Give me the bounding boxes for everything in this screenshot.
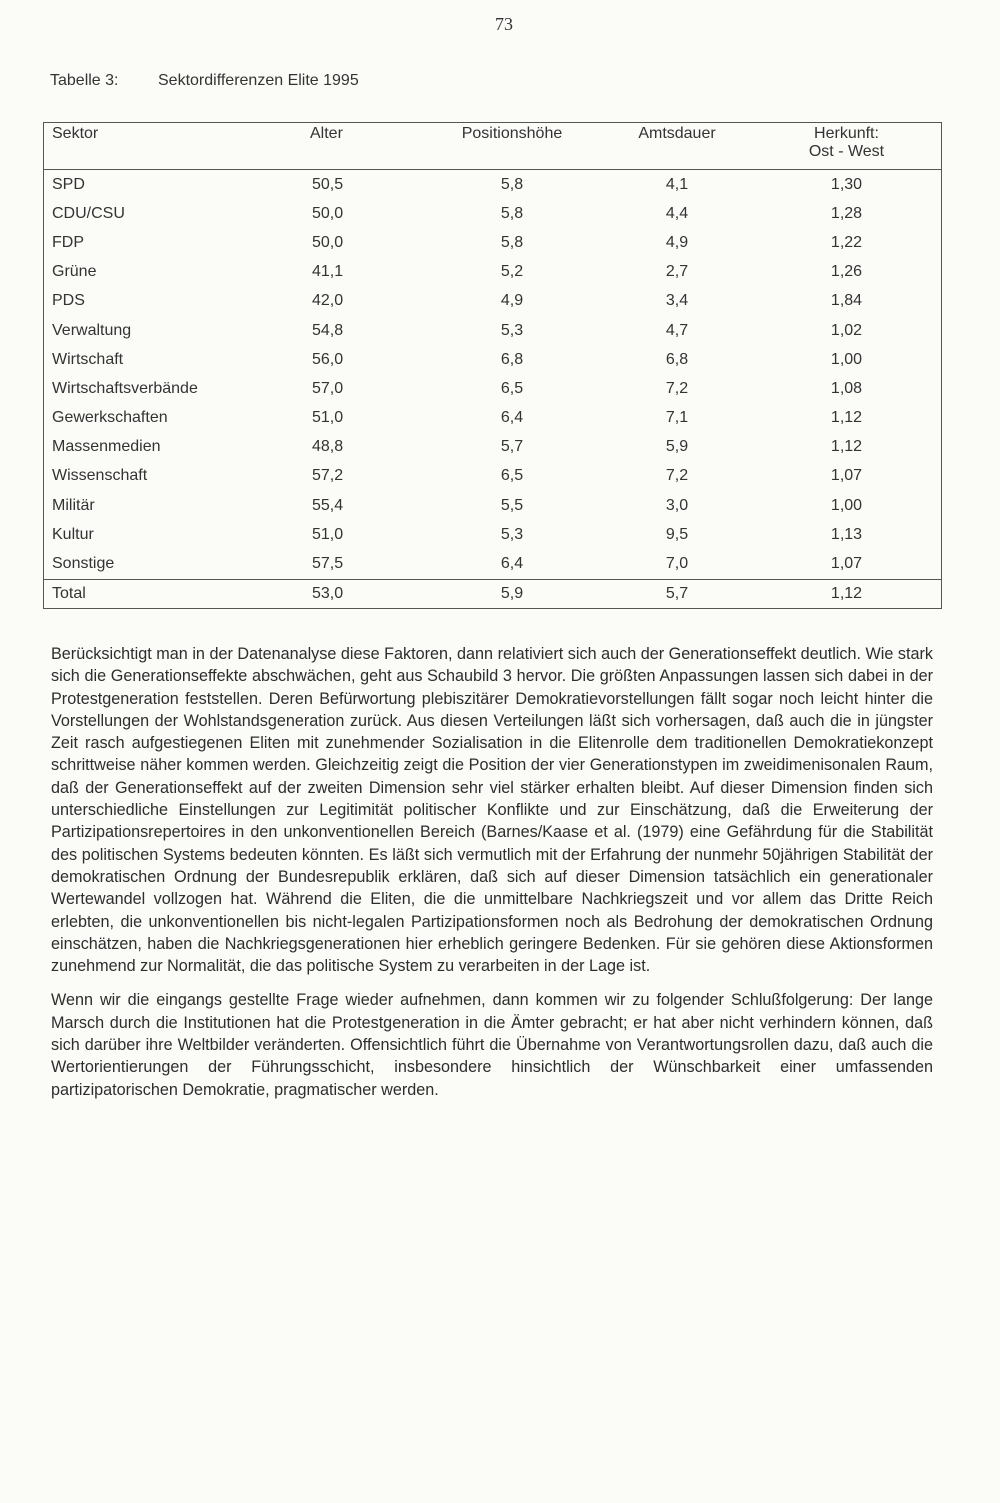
cell-herkunft: 1,00	[830, 496, 863, 514]
cell-positionshoehe: 6,5	[500, 379, 524, 397]
header-herkunft	[762, 123, 941, 170]
cell-herkunft: 1,07	[830, 555, 863, 573]
cell-sektor: Wissenschaft	[52, 467, 148, 485]
cell-alter: 41,1	[312, 263, 344, 281]
cell-amtsdauer: 6,8	[665, 350, 689, 368]
cell-amtsdauer: 7,2	[665, 379, 689, 397]
cell-positionshoehe: 5,7	[500, 438, 524, 456]
cell-sektor: Sonstige	[52, 555, 115, 573]
cell-sektor: Kultur	[52, 525, 94, 543]
cell-amtsdauer: 7,0	[665, 555, 689, 573]
cell-positionshoehe: 5,3	[500, 321, 524, 339]
table-row	[44, 316, 941, 345]
table-row	[44, 170, 941, 200]
cell-alter: 57,2	[312, 467, 344, 485]
table-title: Sektordifferenzen Elite 1995	[158, 72, 359, 89]
table-caption	[50, 72, 359, 90]
header-positionshoehe: Positionshöhe	[461, 125, 563, 142]
page-number: 73	[495, 14, 513, 34]
table-total-row	[44, 579, 941, 608]
cell-sektor: PDS	[52, 292, 85, 310]
cell-herkunft: 1,00	[830, 350, 863, 368]
table-row	[44, 258, 941, 287]
cell-herkunft: 1,12	[830, 438, 863, 456]
cell-positionshoehe: 6,5	[500, 467, 524, 485]
cell-amtsdauer: 3,4	[665, 292, 689, 310]
cell-positionshoehe: 5,3	[500, 525, 524, 543]
cell-positionshoehe: 5,8	[500, 175, 524, 193]
cell-positionshoehe: 6,8	[500, 350, 524, 368]
total-positionshoehe: 5,9	[500, 584, 524, 602]
cell-amtsdauer: 7,2	[665, 467, 689, 485]
cell-sektor: SPD	[52, 175, 85, 193]
cell-alter: 42,0	[312, 292, 344, 310]
cell-amtsdauer: 4,7	[665, 321, 689, 339]
cell-amtsdauer: 3,0	[665, 496, 689, 514]
cell-sektor: FDP	[52, 233, 84, 251]
cell-alter: 55,4	[312, 496, 344, 514]
cell-herkunft: 1,22	[830, 233, 863, 251]
cell-alter: 51,0	[312, 409, 344, 427]
table-row	[44, 404, 941, 433]
cell-herkunft: 1,28	[830, 204, 863, 222]
sector-table	[43, 122, 942, 609]
cell-positionshoehe: 6,4	[500, 409, 524, 427]
header-amtsdauer: Amtsdauer	[638, 125, 716, 142]
table-row	[44, 199, 941, 228]
cell-sektor: Militär	[52, 496, 95, 514]
table-label: Tabelle 3:	[50, 72, 119, 89]
cell-herkunft: 1,08	[830, 379, 863, 397]
cell-alter: 50,5	[312, 175, 344, 193]
total-amtsdauer: 5,7	[665, 584, 689, 602]
cell-herkunft: 1,26	[830, 263, 863, 281]
cell-alter: 48,8	[312, 438, 344, 456]
body-text	[51, 643, 933, 1113]
cell-amtsdauer: 4,4	[665, 204, 689, 222]
cell-sektor: CDU/CSU	[52, 204, 125, 222]
total-herkunft: 1,12	[830, 584, 863, 602]
cell-herkunft: 1,12	[830, 409, 863, 427]
cell-positionshoehe: 5,8	[500, 233, 524, 251]
cell-positionshoehe: 5,8	[500, 204, 524, 222]
cell-sektor: Verwaltung	[52, 321, 132, 339]
table-row	[44, 287, 941, 316]
cell-alter: 57,0	[312, 379, 344, 397]
cell-amtsdauer: 2,7	[665, 263, 689, 281]
cell-amtsdauer: 4,1	[665, 175, 689, 193]
cell-alter: 57,5	[312, 555, 344, 573]
table-header-row	[44, 123, 941, 170]
cell-sektor: Gewerkschaften	[52, 409, 168, 427]
cell-positionshoehe: 5,5	[500, 496, 524, 514]
cell-sektor: Massenmedien	[52, 438, 161, 456]
cell-alter: 51,0	[312, 525, 344, 543]
cell-herkunft: 1,02	[830, 321, 863, 339]
cell-alter: 50,0	[312, 233, 344, 251]
table-row	[44, 228, 941, 257]
header-herkunft-line2: Ost - West	[808, 143, 885, 160]
table-row	[44, 491, 941, 520]
cell-herkunft: 1,84	[830, 292, 863, 310]
table-body	[44, 170, 941, 580]
header-herkunft-line1: Herkunft:	[814, 125, 879, 142]
cell-sektor: Wirtschaft	[52, 350, 124, 368]
paragraph: Berücksichtigt man in der Datenanalyse diese Faktoren, dann relativiert sich auch der Generationseffekt deutlich. Wie stark sich die Generationseffekte abschwächen, geht aus Schaubild 3 hervor. Die größten Anpassungen lassen sich dabei in der Protestgeneration feststellen. Deren Befürwortung plebiszitärer Demokratievorstellungen fällt sogar noch leicht hinter die Vorstellungen der Wohlstandsgeneration zurück. Aus diesen Verteilungen läßt sich vorhersagen, daß auch die in jüngster Zeit rasch aufgestiegenen Eliten mit zunehmender Sozialisation in die Elitenrolle dem traditionellen Demokratiekonzept schrittweise näher kommen werden. Gleichzeitig zeigt die Position der vier Generationstypen im zweidimenisonalen Raum, daß der Generationseffekt auf der zweiten Dimension sehr viel stärker erhalten bleibt. Auf dieser Dimension finden sich unterschiedliche Einstellungen zur Legitimität politischer Konflikte und zur Einschätzung, daß die Erweiterung der Partizipationsrepertoires in den unkonventionellen Bereich (Barnes/Kaase et al. (1979) eine Gefährdung für die Stabilität des politischen Systems bedeuten könnten. Es läßt sich vermutlich mit der Erfahrung der nunmehr 50jährigen Stabilität der demokratischen Ordnung der Bundesrepublik erklären, daß sich auf dieser Dimension tatsächlich ein generationaler Wertewandel vollzogen hat. Während die Eliten, die die unmittelbare Nachkriegszeit und vor allem das Dritte Reich erlebten, die unkonventionellen bis nicht-legalen Partizipationsformen noch als Bedrohung der demokratischen Ordnung einschätzen, haben die Nachkriegsgenerationen hier erheblich geringere Bedenken. Für sie gehören diese Aktionsformen zunehmend zur Normalität, die das politische System zu verarbeiten in der Lage ist.	[51, 645, 933, 976]
cell-positionshoehe: 6,4	[500, 555, 524, 573]
cell-herkunft: 1,30	[830, 175, 863, 193]
cell-sektor: Wirtschaftsverbände	[52, 379, 198, 397]
table-row	[44, 433, 941, 462]
cell-alter: 54,8	[312, 321, 344, 339]
table-row	[44, 549, 941, 579]
cell-alter: 56,0	[312, 350, 344, 368]
cell-amtsdauer: 9,5	[665, 525, 689, 543]
cell-sektor: Grüne	[52, 263, 97, 281]
paragraph: Wenn wir die eingangs gestellte Frage wieder aufnehmen, dann kommen wir zu folgender Schlußfolgerung: Der lange Marsch durch die Institutionen hat die Protestgeneration in die Ämter gebracht; er hat aber nicht verhindern können, daß sich darüber ihre Weltbilder veränderten. Offensichtlich führt die Übernahme von Verantwortungsrollen dazu, daß auch die Wertorientierungen der Führungsschicht, insbesondere hinsichtlich der Wünschbarkeit einer umfassenden partizipatorischen Demokratie, pragmatischer werden.	[51, 991, 933, 1099]
cell-herkunft: 1,07	[830, 467, 863, 485]
table-row	[44, 520, 941, 549]
table-row	[44, 345, 941, 374]
cell-positionshoehe: 4,9	[500, 292, 524, 310]
cell-amtsdauer: 7,1	[665, 409, 689, 427]
cell-alter: 50,0	[312, 204, 344, 222]
header-alter: Alter	[310, 125, 343, 142]
cell-positionshoehe: 5,2	[500, 263, 524, 281]
header-sektor: Sektor	[52, 125, 99, 142]
table-row	[44, 374, 941, 403]
total-alter: 53,0	[312, 584, 344, 602]
table-row	[44, 462, 941, 491]
cell-herkunft: 1,13	[830, 525, 863, 543]
cell-amtsdauer: 4,9	[665, 233, 689, 251]
total-label: Total	[52, 584, 86, 602]
cell-amtsdauer: 5,9	[665, 438, 689, 456]
